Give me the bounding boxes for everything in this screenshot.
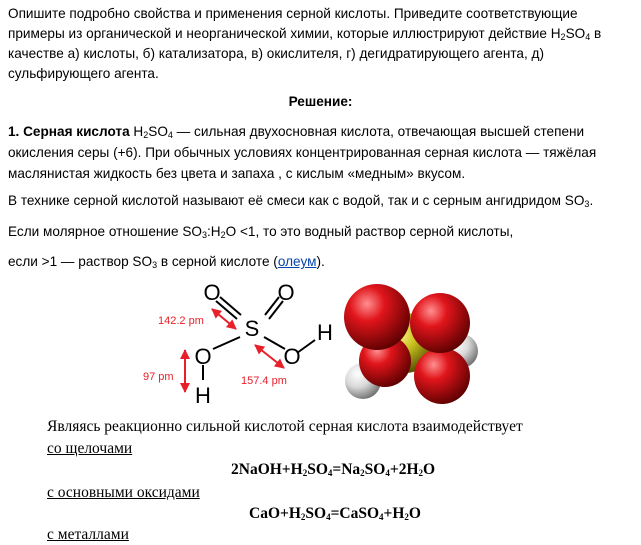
oxygen-sphere [410, 293, 470, 353]
structural-formula [140, 277, 355, 410]
part1-paragraph: 1. Серная кислота $H_2SO_4$ — сильная двухосновная кислота, отвечающая высшей степени окисления серы (+6). При обычных условиях концентрированная серная кислота — тяжёлая маслянистая жидкость без цвета и запаха , с кислым «медным» вкусом. [8, 124, 597, 181]
task-text: Опишите подробно свойства и применения серной кислоты. Приведите соответствующие примеры из органической и неорганической химии, которые иллюстрируют действие $H_2SO_4$ в качестве а) кислоты, б) катализатора, в) окислителя, г) дегидратирующего агента, д) сульфирующего агента. [8, 6, 602, 81]
bond-length-label: 142.2 pm [158, 315, 204, 327]
tech-paragraph: В технике серной кислотой называют её смеси как с водой, так и с серным ангидридом $SO_3$. [8, 193, 594, 209]
heading-metals: с металлами [47, 526, 129, 543]
ratio-paragraph-1: Если молярное отношение $SO_3:H_2O <1$, то это водный раствор серной кислоты, [8, 224, 514, 240]
atom-hydrogen: H [317, 320, 333, 345]
solution-title: Решение: [288, 94, 353, 109]
oxygen-sphere [414, 348, 470, 404]
ratio-paragraph-2: если >1 — раствор $SO_3$ в серной кислоте (олеум). [8, 254, 325, 270]
space-filling-model [335, 283, 485, 408]
bond-arrow-s-oh [255, 345, 284, 368]
equation-2: $CaO+H_2SO_4=CaSO_4+H_2O$ [249, 505, 421, 522]
reactions-intro: Являясь реакционно сильной кислотой серная кислота взаимодействует [47, 418, 523, 435]
atom-sulfur: S [244, 316, 260, 341]
atom-oxygen: O [277, 280, 295, 305]
bond-length-label: 157.4 pm [241, 375, 287, 387]
oxygen-sphere [344, 284, 410, 350]
oleum-link[interactable]: олеум [277, 254, 317, 269]
atom-oxygen: O [203, 280, 221, 305]
bond-length-label: 97 pm [143, 371, 174, 383]
equation-1: $2NaOH+H_2SO_4=Na_2SO_4+2H_2O$ [231, 461, 436, 478]
bond-arrow-so [212, 309, 236, 329]
atom-oxygen: O [194, 344, 212, 369]
atom-hydrogen: H [195, 383, 211, 408]
heading-oxides: с основными оксидами [47, 484, 200, 501]
heading-alkali: со щелочами [47, 440, 133, 457]
atom-oxygen: O [283, 344, 301, 369]
